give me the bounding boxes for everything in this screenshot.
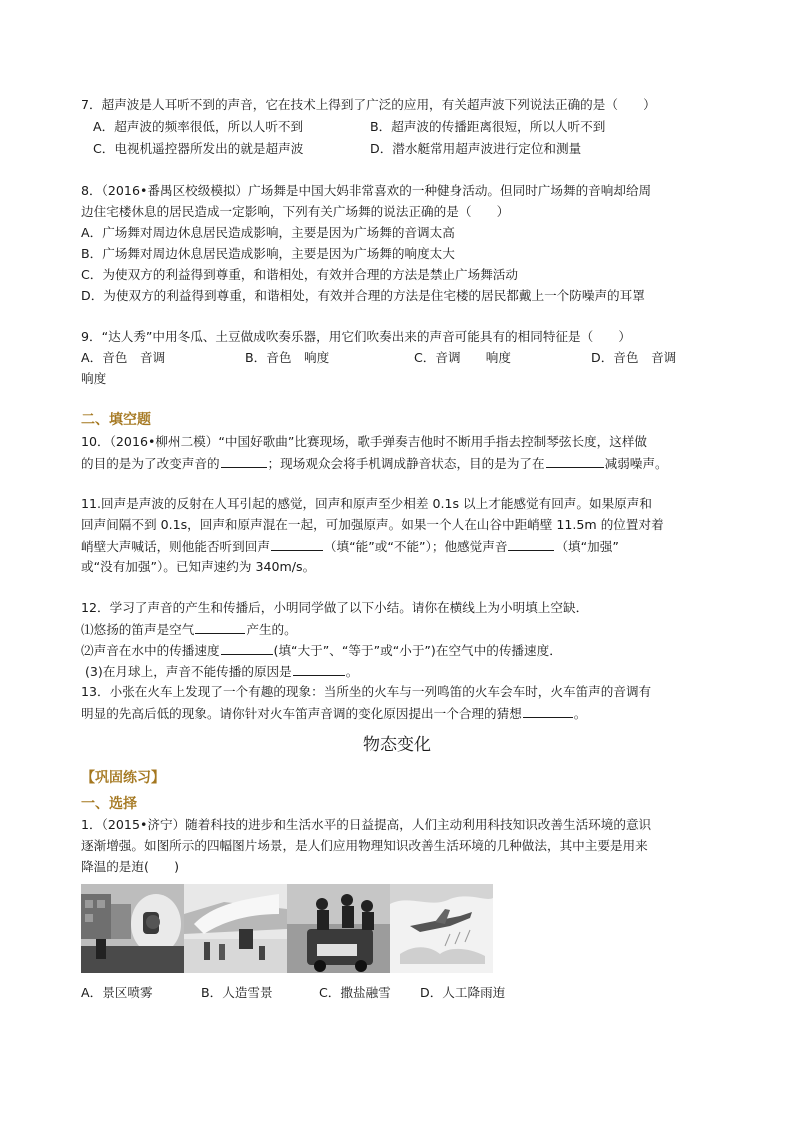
q11-text: 峭壁大声喊话，则他能否听到回声 [81,539,270,554]
q7-option-c: C．电视机遥控器所发出的就是超声波 [93,141,304,156]
photo-scenic-spray [81,884,184,973]
section-choice-heading: 一、选择 [81,796,137,812]
answer-blank[interactable] [271,536,323,551]
q10-line1: 10．（2016•柳州二模）“中国好歌曲”比赛现场，歌手弹奏吉他时不断用手指去控制琴弦长度，这样做 [81,434,648,449]
q7-option-a: A．超声波的频率很低，所以人听不到 [93,119,304,134]
p1-line1: 1．（2015•济宁）随着科技的进步和生活水平的日益提高，人们主动利用科技知识改善生活环境的意识 [81,817,652,832]
figure-four-photos [81,884,493,973]
answer-blank[interactable] [221,640,273,655]
answer-blank[interactable] [508,536,554,551]
answer-blank[interactable] [293,661,345,676]
q12-line4 [85,661,358,682]
q7-option-d: D．潜水艇常用超声波进行定位和测量 [370,141,582,156]
q8-option-d: D．为使双方的利益得到尊重，和谐相处，有效并合理的方法是住宅楼的居民都戴上一个防噪声的耳罩 [81,288,645,303]
p1-option-a: A．景区喷雾 [81,985,153,1000]
p1-line2: 逐渐增强。如图所示的四幅图片场景，是人们应用物理知识改善生活环境的几种做法，其中主要是用来 [81,838,648,853]
q12-line3 [81,640,562,661]
q11-line2: 回声间隔不到 0.1s，回声和原声混在一起，可加强原声。如果一个人在山谷中距峭壁 11.5m 的位置对着 [81,517,664,532]
q9-option-d: D．音色 音调 [591,350,677,365]
q13-line1: 13．小张在火车上发现了一个有趣的现象：当所坐的火车与一列鸣笛的火车会车时，火车笛声的音调有 [81,684,652,699]
answer-blank[interactable] [221,453,267,468]
consolidate-heading: 【巩固练习】 [81,770,165,786]
q8-option-a: A．广场舞对周边休息居民造成影响，主要是因为广场舞的音调太高 [81,225,455,240]
q9-option-c: C．音调 响度 [414,350,511,365]
q8-stem-line2: 边住宅楼休息的居民造成一定影响，下列有关广场舞的说法正确的是（ ） [81,204,510,219]
q13-text: 明显的先高后低的现象。请你针对火车笛声音调的变化原因提出一个合理的猜想 [81,706,522,721]
q11-line1: 11.回声是声波的反射在人耳引起的感觉，回声和原声至少相差 0.1s 以上才能感觉有回声。如果原声和 [81,496,652,511]
q9-option-d-wrap: 响度 [81,371,107,386]
q7-option-b: B．超声波的传播距离很短，所以人听不到 [370,119,606,134]
chapter-title: 物态变化 [363,735,431,755]
q11-text: （填“能”或“不能”）；他感觉声音 [323,539,508,554]
q12-text: ⑵声音在水中的传播速度 [81,643,220,658]
q12-text: 。 [345,664,359,679]
q7-stem: 7．超声波是人耳听不到的声音，它在技术上得到了广泛的应用，有关超声波下列说法正确的是（ ） [81,97,656,112]
q8-stem-line1: 8．（2016•番禺区校级模拟）广场舞是中国大妈非常喜欢的一种健身活动。但同时广场舞的音响却给周 [81,183,652,198]
q10-text: 减弱噪声。 [604,456,668,471]
q12-text: ⑴悠扬的笛声是空气 [81,622,195,637]
q12-text: (3)在月球上，声音不能传播的原因是 [85,664,292,679]
p1-option-d: D．人工降雨迶 [420,985,506,1000]
q8-option-b: B．广场舞对周边休息居民造成影响，主要是因为广场舞的响度太大 [81,246,455,261]
q13-line2 [81,703,586,724]
answer-blank[interactable] [546,453,604,468]
q12-line1: 12．学习了声音的产生和传播后，小明同学做了以下小结。请你在横线上为小明填上空缺． [81,600,589,615]
q9-stem: 9．“达人秀”中用冬瓜、土豆做成吹奏乐器，用它们吹奏出来的声音可能具有的相同特征是（ ） [81,329,631,344]
photo-artificial-rain [390,884,493,973]
photo-salt-melting-snow [287,884,390,973]
p1-line3: 降温的是迶( ) [81,859,179,874]
q9-option-a: A．音色 音调 [81,350,166,365]
photo-artificial-snow [184,884,287,973]
q11-line4: 或“没有加强”）。已知声速约为 340m/s。 [81,559,316,574]
q8-option-c: C．为使双方的利益得到尊重，和谐相处，有效并合理的方法是禁止广场舞活动 [81,267,518,282]
q12-text: 产生的。 [246,622,297,637]
q10-line2 [81,453,668,474]
answer-blank[interactable] [195,619,245,634]
section-fill-in-heading: 二、填空题 [81,412,151,428]
q10-text: ；现场观众会将手机调成静音状态，目的是为了在 [267,456,545,471]
q11-text: （填“加强” [555,539,619,554]
answer-blank[interactable] [523,703,573,718]
q11-line3 [81,536,619,557]
q12-text: (填“大于”、“等于”或“小于”)在空气中的传播速度． [273,643,562,658]
p1-option-c: C．撒盐融雪 [319,985,391,1000]
q12-line2 [81,619,297,640]
q9-option-b: B．音色 响度 [245,350,330,365]
q13-text: 。 [573,706,587,721]
p1-option-b: B．人造雪景 [201,985,273,1000]
q10-text: 的目的是为了改变声音的 [81,456,220,471]
